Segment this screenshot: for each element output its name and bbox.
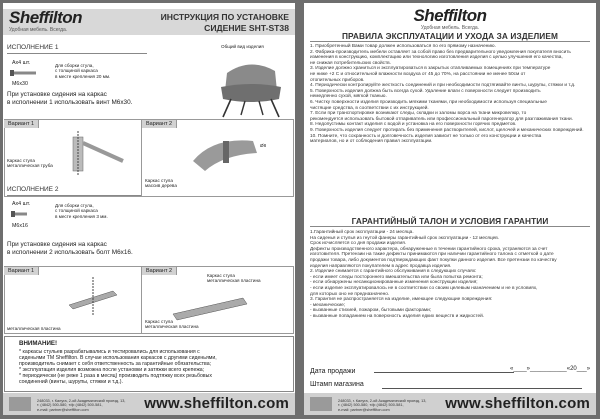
rule-item: рекомендуется использовать бытовой отпариватель или профессиональный парогенератор для разглаживания ткани.: [310, 116, 573, 122]
instruction-title-block: [161, 12, 289, 34]
rule-item: не снижая потребительских свойств.: [310, 60, 392, 66]
variant1-instruction-line: в исполнении 1 использовать винт М6х30.: [7, 98, 133, 106]
rule-item: отопительных приборов.: [310, 77, 365, 83]
sale-date-line: [374, 372, 514, 373]
variant2-instruction-line: в исполнении 2 использовать болт М6х16.: [7, 248, 133, 256]
company-address: [338, 399, 426, 412]
right-page: [304, 3, 596, 415]
care-rules-title: ПРАВИЛА ЭКСПЛУАТАЦИИ И УХОДА ЗА ИЗДЕЛИЕМ: [341, 31, 559, 41]
rule-item: изменения в конструкцию, комплектацию или технологию изготовления изделия с целью улучшения его качества,: [310, 55, 563, 61]
frame-label: Каркас стула: [7, 158, 35, 163]
variant1-label-a: [7, 158, 53, 169]
rule-item: 9. Поверхность изделия следует протирать без применения растворителей, кислот, щелочей и механических повреждений.: [310, 127, 584, 133]
rule-item: 3. Изделие должно храниться и эксплуатироваться в закрытых отапливаемых помещениях при температуре: [310, 66, 551, 72]
plate-label: металлическая пластина: [7, 326, 61, 331]
frame-material-label: массив дерева: [145, 183, 177, 189]
shop-stamp-label: Штамп магазина: [310, 381, 364, 388]
company-logo-icon: [9, 397, 31, 411]
general-view-label: Общий вид изделия: [221, 44, 264, 49]
variant1-qty: Ах4 шт.: [12, 60, 31, 66]
divider: [7, 195, 141, 196]
rule-item: 6. Чистку поверхности изделия производить мягкими тканями, при необходимости используя специальные: [310, 99, 547, 105]
divider: [310, 41, 590, 42]
warranty-item: - вызванные попаданием на поверхность изделия едких веществ и жидкостей.: [310, 313, 485, 319]
variant2-bolt: М6х16: [12, 223, 28, 229]
rule-item: 2. Фабрика-производитель мебели оставляет за собой право без предварительного уведомления покупателя вносить: [310, 49, 571, 55]
sale-date-label: Дата продажи: [310, 368, 356, 375]
right-footer: [304, 393, 596, 415]
chair-illustration: [207, 51, 293, 119]
variant2-heading: ИСПОЛНЕНИЕ 2: [7, 186, 59, 193]
frame-material-label: металлическая пластина: [207, 278, 261, 284]
variant2-desc-line: Для сборки стула,: [55, 203, 94, 208]
variant1-instruction: [7, 91, 132, 106]
brand-logo: [9, 9, 82, 33]
warranty-item: изготовителя. Претензии на такие дефекты принимаются при наличии гарантийного талона с отметкой о дате: [310, 252, 554, 258]
warranty-item: - если имеет следы постороннего вмешательства или была попытка ремонта;: [310, 274, 483, 280]
variant2-instruction-line: При установке сидения на каркас: [7, 241, 107, 248]
warranty-item: - если изделие эксплуатировалось не в соответствии со своим целевым назначением и не в условиях,: [310, 285, 538, 291]
warning-box: [4, 336, 294, 392]
warranty-title: ГАРАНТИЙНЫЙ ТАЛОН И УСЛОВИЯ ГАРАНТИИ: [351, 216, 549, 226]
rule-item: 4. Периодически контролируйте жесткость соединений и при необходимости подтягивайте винты, шурупы, стяжки и т.д.: [310, 83, 576, 89]
rule-item: не ниже +2 С и относительной влажности воздуха от 45 до 70%, на расстоянии не менее 50см от: [310, 71, 526, 77]
divider: [7, 53, 147, 54]
brand-logo-right: [304, 7, 596, 31]
variant1-instruction-line: При установке сидения на каркас: [7, 91, 107, 98]
bolt-m6x30-icon: [9, 67, 39, 79]
address-line: e-mail: partner@sheffilton.com: [338, 407, 390, 412]
plate-frame-illustration: [63, 275, 139, 319]
warranty-item: - механические;: [310, 302, 346, 308]
warranty-item: продажи товара, либо документов подтверждающих факт покупки данного изделия. Все претензии по качеству: [310, 257, 557, 263]
warranty-list: [310, 230, 592, 320]
website-url[interactable]: www.sheffilton.com: [144, 395, 289, 412]
frame-material-label: металлическая пластина: [145, 324, 199, 330]
left-footer: [3, 393, 295, 415]
logo-slogan: Удобная мебель. Всегда.: [9, 27, 68, 33]
address-line: e-mail: partner@sheffilton.com: [37, 407, 89, 412]
rule-item: 1. Приобретенный Вами товар должен использоваться по его прямому назначению.: [310, 44, 496, 49]
warning-title: ВНИМАНИЕ!: [19, 340, 58, 347]
variant1-tag-b: Вариант 2: [142, 120, 177, 128]
variant2-label-c: [145, 319, 199, 330]
variant1-desc: [55, 63, 110, 79]
warning-item: сиденьями ТМ Sheffilton. В случае использования каркасов с другими сиденьями,: [19, 355, 217, 362]
care-rules-list: [310, 44, 592, 145]
address-line: т. (4842) 500-580, т/ф (4842) 500-581,: [37, 403, 103, 408]
warranty-item: изделия направляются покупателем в адрес продавца изделия.: [310, 263, 452, 269]
warning-item: производитель снимает с себя ответственность за гарантийные обязательства;: [19, 361, 212, 368]
variant2-instruction: [7, 241, 133, 256]
variant2-desc: [55, 203, 108, 219]
warning-item: соединений (винты, шурупы, стяжки и т.д.).: [19, 379, 123, 386]
variant2-tag-b: Вариант 2: [142, 267, 177, 275]
variant1-desc-line: Для сборки стула,: [55, 63, 94, 68]
variant2-desc-line: в месте крепления 3 мм.: [55, 213, 108, 219]
rule-item: 8. Недопустимы контакт изделия с водой и установка на его поверхности горячих предметов.: [310, 122, 517, 128]
frame-label: Каркас стула: [145, 319, 173, 324]
rule-item: 10. Помните, что сохранность и долговечность изделия зависит не только от его конструкции и качества: [310, 133, 542, 139]
logo-text: Sheffilton: [9, 8, 83, 27]
address-line: 248033, г. Калуга, 2-ой Академический проезд, 13,: [338, 398, 427, 403]
website-url[interactable]: www.sheffilton.com: [445, 395, 590, 412]
sale-date-value[interactable]: «____»___________«20___»: [510, 366, 591, 372]
variant2-tag-a: Вариант 1: [4, 267, 39, 275]
variant2-label-b: [207, 273, 261, 284]
frame-label: Каркас стула: [207, 273, 235, 278]
warranty-item: для которых оно не предназначено.: [310, 291, 390, 297]
address-line: т. (4842) 500-580, т/ф (4842) 500-581,: [338, 403, 404, 408]
variant1-desc-line: с толщиной каркаса: [55, 68, 98, 74]
shop-stamp-line: [382, 388, 582, 389]
variant1-desc-line: в месте крепления 20 мм.: [55, 73, 111, 79]
variant1-label-b: [145, 178, 177, 189]
warranty-item: 3. Гарантия не распространяется на изделие, имеющее следующие повреждения:: [310, 297, 493, 303]
warning-item: * эксплуатация изделия возможна после установки и затяжки всего крепежа;: [19, 367, 205, 374]
rule-item: 5. Поверхность изделия должна быть всегда сухой. Удаление влаги с поверхности следует производить: [310, 88, 541, 94]
warning-item: * периодически (не реже 1 раза в месяц) производить подтяжку всех резьбовых: [19, 373, 212, 380]
company-logo-icon: [310, 397, 332, 411]
bolt-m6x16-icon: [10, 208, 32, 220]
variant2-qty: Ах4 шт.: [12, 201, 31, 207]
rule-item: материалов, но и от соблюдения правил эксплуатации.: [310, 139, 433, 145]
warning-list: [19, 349, 293, 386]
warning-item: * каркасы стульев разрабатывались и тестировались для использования с: [19, 349, 200, 355]
warranty-item: - если обнаружены несанкционированные изменения конструкции изделия;: [310, 280, 478, 286]
divider: [310, 226, 590, 227]
logo-slogan: Удобная мебель. Всегда.: [420, 25, 480, 31]
warranty-item: - вызванные стихией, пожаром, бытовыми факторами;: [310, 308, 432, 314]
tube-frame-illustration: [63, 131, 139, 181]
address-line: 248033, г. Калуга, 2-ой Академический проезд, 13,: [37, 398, 126, 403]
dimension-label: Ø8: [260, 143, 267, 148]
rule-item: немедленно сухой, мягкой тканью.: [310, 94, 387, 100]
rule-item: 7. Если при транспортировке возникают следы, складки и заломы ворса на ткани микровелюр, то: [310, 111, 527, 117]
product-name: СИДЕНИЕ SHT-ST38: [204, 23, 289, 33]
warranty-item: 1.Гарантийный срок эксплуатации - 24 месяца.: [310, 230, 414, 235]
logo-text: Sheffilton: [413, 6, 487, 25]
variant1-bolt: М6х30: [12, 81, 28, 87]
left-page: [3, 3, 295, 415]
company-address: [37, 399, 125, 412]
variant2-desc-line: с толщиной каркаса: [55, 208, 98, 214]
warranty-item: Дефекты производственного характера, обнаруженные в течении гарантийного срока, устраняются за счет: [310, 246, 548, 252]
variant1-heading: ИСПОЛНЕНИЕ 1: [7, 44, 59, 51]
rule-item: чистящие средства, в соответствии с их инструкцией.: [310, 105, 429, 111]
warranty-item: На сиденья и стулья из гнутой фанеры гарантийный срок эксплуатации - 12 месяцев.: [310, 235, 500, 241]
instruction-title: ИНСТРУКЦИЯ ПО УСТАНОВКЕ: [160, 12, 289, 22]
warranty-item: Срок исчисляется со дня продажи изделия.: [310, 241, 407, 247]
frame-material-label: металлическая труба: [7, 163, 53, 169]
warranty-item: 2. Изделие снимается с гарантийного обслуживания в следующих случаях:: [310, 269, 477, 275]
variant1-tag-a: Вариант 1: [4, 120, 39, 128]
frame-label: Каркас стула: [145, 178, 173, 183]
